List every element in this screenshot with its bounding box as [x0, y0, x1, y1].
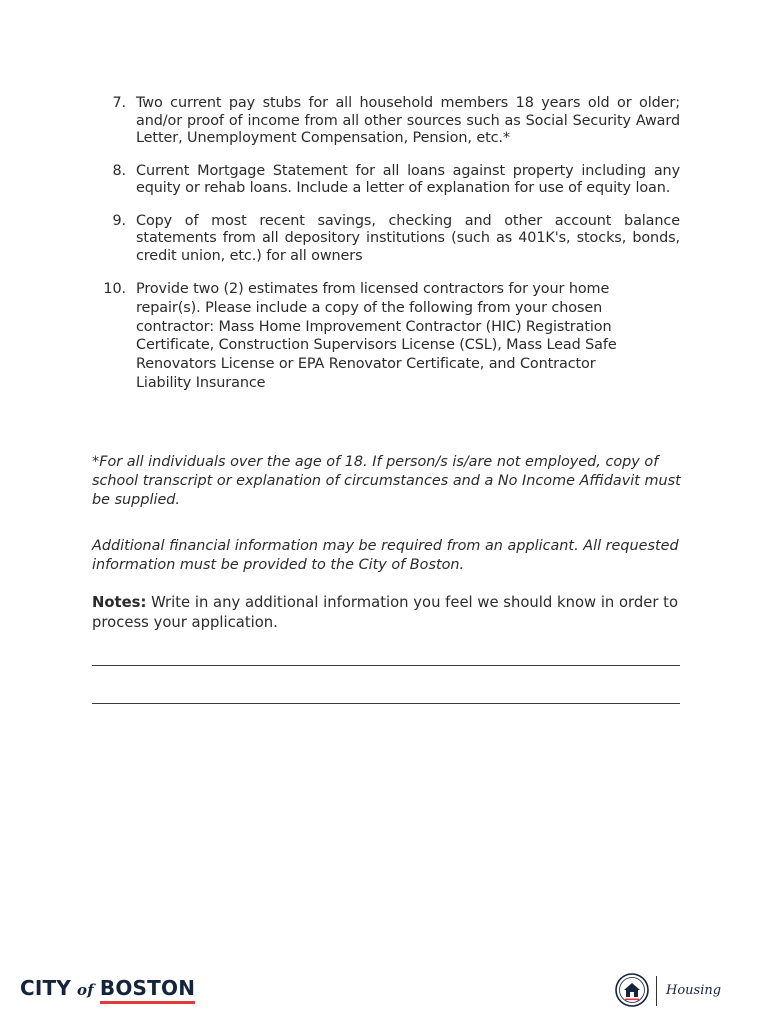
- additional-info-note: Additional financial information may be required from an applicant. All requested information must be provided to the City of Boston.: [92, 538, 679, 573]
- item-number: 10.: [103, 281, 126, 297]
- item-text: Provide two (2) estimates from licensed contractors for your home repair(s). Please include a copy of the following from your chosen contractor: Mass Home Improvement Contractor (HIC) Registration Certificate, Construction Supervisors License (CSL), Mass Lead Safe Renovators License or EPA Renovator Certificate, and Contractor Liability Insurance: [136, 281, 617, 391]
- list-item-10: [92, 280, 646, 393]
- notes-write-line[interactable]: [92, 665, 680, 666]
- badge-divider: [656, 976, 657, 1006]
- logo-of-word: of: [77, 981, 94, 999]
- item-number: 8.: [112, 162, 126, 179]
- item-text: Current Mortgage Statement for all loans against property including any equity or rehab loans. Include a letter of explanation for use of equity loan.: [136, 162, 680, 196]
- item-text: Two current pay stubs for all household members 18 years old or older; and/or proof of income from all other sources such as Social Security Award Letter, Unemployment Compensation, Pension, etc.*: [136, 95, 680, 146]
- item-text: Copy of most recent savings, checking and other account balance statements from all depository institutions (such as 401K's, stocks, bonds, credit union, etc.) for all owners: [136, 212, 680, 264]
- city-of-boston-logo: [20, 976, 195, 1006]
- notes-text: Write in any additional information you feel we should know in order to process your application.: [92, 594, 679, 631]
- notes-instruction: [92, 593, 680, 632]
- notes-label: Notes:: [92, 594, 147, 611]
- housing-label: Housing: [666, 983, 722, 998]
- notes-write-line[interactable]: [92, 703, 680, 704]
- requirements-list: [92, 95, 680, 408]
- housing-department-badge: [615, 973, 725, 1011]
- income-footnote: *For all individuals over the age of 18. If person/s is/are not employed, copy of school transcript or explanation of circumstances and a No Income Affidavit must be supplied.: [92, 454, 681, 508]
- logo-city-word: CITY: [20, 976, 72, 1000]
- item-number: 7.: [112, 95, 126, 111]
- housing-house-icon: [615, 973, 649, 1007]
- list-item-8: [92, 163, 680, 198]
- list-item-7: [92, 95, 680, 148]
- logo-boston-word: BOSTON: [100, 976, 195, 1004]
- list-item-9: [92, 213, 680, 266]
- item-number: 9.: [112, 212, 126, 229]
